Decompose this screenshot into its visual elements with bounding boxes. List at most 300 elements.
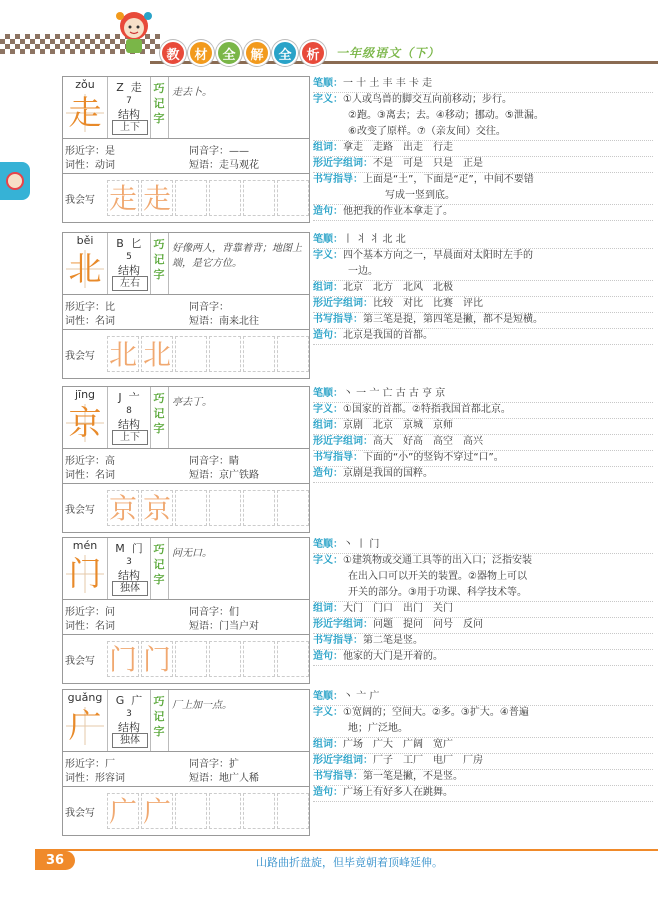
tongyin-label: 同音字： [189, 759, 229, 770]
practice-grid-empty[interactable] [175, 641, 207, 677]
ziyi-line: 地；广泛地。 [348, 723, 408, 734]
ziyi-text: ①宽阔的；空间大。②多。③扩大。④普遍 [343, 707, 529, 718]
footer-rule [35, 849, 658, 851]
cixing-value: 名词 [95, 621, 115, 632]
side-tab [0, 162, 30, 200]
xingjin [65, 298, 115, 313]
zaoju-label: 造句： [313, 206, 343, 217]
practice-grid-empty[interactable] [243, 180, 275, 216]
card-mid-row [63, 600, 309, 635]
xingjin-value: 高 [105, 456, 115, 467]
qiao-ji-zi-label [151, 237, 167, 282]
char-cell [63, 77, 108, 138]
card-top-row [63, 233, 309, 295]
ziyi-label: 字义： [313, 250, 343, 261]
ziyi-line: 在出入口可以开关的装置。②器物上可以 [348, 571, 527, 582]
zuci-line [313, 140, 453, 156]
big-character: 北 [66, 250, 104, 288]
practice-grid: 门 [142, 643, 171, 676]
ziyi-line: ②跑。③离去；去。④移动；挪动。⑤泄漏。 [348, 110, 544, 121]
page-header [0, 0, 658, 70]
qiao-char: 记 [153, 407, 165, 420]
zuci [313, 280, 653, 297]
practice-grid-empty[interactable] [277, 490, 309, 526]
big-character: 走 [66, 94, 104, 132]
card-mid-row [63, 295, 309, 330]
practice-grid-empty[interactable] [209, 490, 241, 526]
divider [168, 77, 169, 138]
xingjin-value: 厂 [105, 759, 115, 770]
card-top-row [63, 538, 309, 600]
initial-radical [108, 389, 150, 405]
practice-grid-empty[interactable] [175, 180, 207, 216]
ziyi-line [313, 705, 529, 721]
ziyi-line: 一边。 [348, 266, 378, 277]
stroke-count: 3 [126, 709, 132, 719]
radical: 匕 [130, 237, 142, 250]
cixing-label: 词性： [65, 773, 95, 784]
zaoju-text: 他把我的作业本拿走了。 [343, 206, 453, 217]
xingjin-zuci-label: 形近字组词： [313, 298, 373, 309]
structure-label: 结构 [118, 108, 140, 121]
tongyin [189, 452, 239, 467]
zaoju-line [313, 649, 443, 665]
duanyu-value: 门当户对 [219, 621, 259, 632]
shuxie-line [313, 312, 543, 328]
qiao-char: 字 [153, 725, 165, 738]
zuci-text: 大门 门口 出门 关门 [343, 603, 453, 614]
xingjin-zuci-text: 不是 可是 只是 正是 [373, 158, 483, 169]
structure-label: 结构 [118, 721, 140, 734]
practice-row [63, 787, 309, 835]
qiao-char: 巧 [153, 238, 165, 251]
character-entry [62, 76, 658, 223]
practice-grid-empty[interactable] [243, 793, 275, 829]
shuxie-line [313, 172, 534, 188]
xingjin-label: 形近字： [65, 456, 105, 467]
title-char: 解 [244, 40, 270, 66]
ziyi-label: 字义： [313, 555, 343, 566]
cixing-label: 词性： [65, 316, 95, 327]
bishun-text: 丶 丨 门 [343, 539, 380, 550]
practice-grid: 京 [108, 492, 137, 525]
xingjin-label: 形近字： [65, 607, 105, 618]
xingjin-label: 形近字： [65, 759, 105, 770]
ziyi-line [313, 553, 532, 569]
xingjin-zuci-line [313, 296, 483, 312]
cixing [65, 617, 115, 632]
practice-grid: 北 [108, 338, 137, 371]
ziyi-label: 字义： [313, 707, 343, 718]
shuxie-line: 写成一竖到底。 [385, 190, 455, 201]
qiao-char: 巧 [153, 695, 165, 708]
pinyin: zǒu [75, 78, 95, 91]
card-top-row [63, 387, 309, 449]
ziyi-text: ①人或鸟兽的脚交互向前移动；步行。 [343, 94, 512, 105]
tongyin-label: 同音字： [189, 456, 229, 467]
bishun-label: 笔顺： [313, 78, 343, 89]
zaoju [313, 649, 653, 666]
zuci-line [313, 601, 453, 617]
bishun-line [313, 232, 406, 248]
book-subtitle: 一年级语文（下） [336, 46, 441, 60]
practice-label: 我会写 [65, 505, 95, 516]
zaoju-text: 北京是我国的首都。 [343, 330, 433, 341]
practice-grid-empty[interactable] [277, 336, 309, 372]
zuci-label: 组词： [313, 420, 343, 431]
zuci-text: 拿走 走路 出走 行走 [343, 142, 453, 153]
duanyu [189, 466, 259, 481]
character-entry [62, 689, 658, 836]
shuxie [313, 450, 653, 467]
structure-value: 独体 [112, 733, 148, 748]
bishun-line [313, 386, 445, 402]
initial: Z [116, 81, 124, 94]
zaoju-text: 他家的大门是开着的。 [343, 651, 443, 662]
divider [168, 538, 169, 599]
ziyi-text: ①国家的首都。②特指我国首都北京。 [343, 404, 511, 415]
zaoju-label: 造句： [313, 787, 343, 798]
initial-radical [108, 79, 150, 95]
pinyin: jīng [74, 388, 96, 401]
zuci [313, 601, 653, 618]
qiao-ji-zi-label [151, 542, 167, 587]
qiao-char: 字 [153, 268, 165, 281]
qiao-char: 巧 [153, 392, 165, 405]
ziyi [313, 92, 653, 141]
qiao-char: 巧 [153, 543, 165, 556]
practice-grid: 走 [108, 182, 137, 215]
bishun-label: 笔顺： [313, 691, 343, 702]
xingjin-zuci [313, 753, 653, 770]
practice-grid: 广 [108, 795, 137, 828]
character-card [62, 386, 310, 533]
ziyi [313, 248, 653, 281]
zaoju-line [313, 328, 433, 344]
xingjin-zuci-text: 问题 提问 问号 反问 [373, 619, 483, 630]
duanyu-label: 短语： [189, 470, 219, 481]
bishun [313, 537, 653, 554]
zuci-line [313, 280, 453, 296]
ziyi-text: 四个基本方向之一，早晨面对太阳时左手的 [343, 250, 533, 261]
zuci [313, 418, 653, 435]
qiao-char: 记 [153, 253, 165, 266]
practice-row [63, 484, 309, 532]
shuxie [313, 633, 653, 650]
xingjin-zuci-line [313, 753, 483, 769]
big-character: 广 [66, 707, 104, 745]
stroke-count: 5 [126, 252, 132, 262]
pinyin: běi [76, 234, 94, 247]
initial: B [116, 237, 124, 250]
character-card [62, 76, 310, 223]
qiao-ji-zi-label [151, 391, 167, 436]
xingjin-label: 形近字： [65, 302, 105, 313]
char-cell [63, 538, 108, 599]
ziyi-line [313, 248, 533, 264]
zuci [313, 140, 653, 157]
structure-value: 上下 [112, 120, 148, 135]
bishun [313, 689, 653, 706]
practice-grid-empty[interactable] [175, 490, 207, 526]
zaoju-text: 京剧是我国的国粹。 [343, 468, 433, 479]
practice-grid-empty[interactable] [175, 336, 207, 372]
bishun-label: 笔顺： [313, 234, 343, 245]
ziyi-label: 字义： [313, 94, 343, 105]
pinyin: guǎng [67, 691, 103, 704]
title-char: 材 [188, 40, 214, 66]
practice-label: 我会写 [65, 351, 95, 362]
zaoju [313, 466, 653, 483]
char-cell [63, 233, 108, 294]
shuxie-label: 书写指导： [313, 452, 363, 463]
initial-radical [108, 692, 150, 708]
divider [168, 690, 169, 751]
character-details [313, 689, 658, 836]
zaoju-line [313, 785, 453, 801]
practice-grid-empty[interactable] [277, 793, 309, 829]
qiao-char: 字 [153, 422, 165, 435]
practice-grid-empty[interactable] [209, 336, 241, 372]
duanyu-label: 短语： [189, 160, 219, 171]
character-details [313, 386, 658, 533]
zaoju-line [313, 466, 433, 482]
cartoon-girl-icon [112, 6, 156, 56]
xingjin-zuci [313, 296, 653, 313]
xingjin-label: 形近字： [65, 146, 105, 157]
mnemonic: 问无口。 [172, 548, 212, 559]
mnemonic: 厂上加一点。 [172, 700, 232, 711]
ziyi [313, 705, 653, 738]
character-details [313, 232, 658, 379]
tongyin-value: 睛 [229, 456, 239, 467]
tongyin-label: 同音字： [189, 302, 229, 313]
char-info [108, 538, 151, 599]
practice-grid: 北 [142, 338, 171, 371]
duanyu [189, 156, 259, 171]
tongyin [189, 603, 239, 618]
structure-value: 独体 [112, 581, 148, 596]
zaoju [313, 785, 653, 802]
xingjin-value: 是 [105, 146, 115, 157]
shuxie-text: 第三笔是提，第四笔是撇，都不是短横。 [363, 314, 543, 325]
cixing-value: 名词 [95, 316, 115, 327]
cixing [65, 156, 115, 171]
shuxie-label: 书写指导： [313, 635, 363, 646]
footer-motto: 山路曲折盘旋，但毕竟朝着顶峰延伸。 [256, 856, 443, 869]
zuci-label: 组词： [313, 739, 343, 750]
zaoju [313, 328, 653, 345]
shuxie-label: 书写指导： [313, 314, 363, 325]
cixing-label: 词性： [65, 621, 95, 632]
xingjin-zuci-text: 高大 好高 高空 高兴 [373, 436, 483, 447]
divider [168, 387, 169, 448]
char-info [108, 233, 151, 294]
initial-radical [108, 540, 150, 556]
card-mid-row [63, 139, 309, 174]
practice-grid: 走 [142, 182, 171, 215]
book-title [160, 40, 326, 66]
zuci [313, 737, 653, 754]
practice-grid-empty[interactable] [209, 180, 241, 216]
practice-grid: 广 [142, 795, 171, 828]
zaoju-label: 造句： [313, 651, 343, 662]
practice-grid-empty[interactable] [243, 336, 275, 372]
duanyu-label: 短语： [189, 621, 219, 632]
xingjin-zuci-line [313, 617, 483, 633]
practice-grid-empty[interactable] [209, 641, 241, 677]
duanyu-value: 南来北往 [219, 316, 259, 327]
xingjin [65, 452, 115, 467]
cixing [65, 466, 115, 481]
character-details [313, 76, 658, 223]
zaoju-label: 造句： [313, 468, 343, 479]
zaoju [313, 204, 653, 221]
qiao-char: 字 [153, 112, 165, 125]
structure-value: 左右 [112, 276, 148, 291]
shuxie-line [313, 633, 423, 649]
ziyi-line: 开关的部分。③用于功课、科学技术等。 [348, 587, 527, 598]
stroke-count: 7 [126, 96, 132, 106]
duanyu [189, 312, 259, 327]
initial: J [118, 391, 122, 404]
shuxie [313, 172, 653, 205]
zaoju-label: 造句： [313, 330, 343, 341]
shuxie-text: 下面的“小”的竖钩不穿过“口”。 [363, 452, 504, 463]
bishun [313, 76, 653, 93]
card-mid-row [63, 752, 309, 787]
zaoju-line [313, 204, 453, 220]
qiao-char: 记 [153, 710, 165, 723]
page-number: 36 [35, 851, 75, 870]
initial: M [115, 542, 125, 555]
bishun-line [313, 689, 379, 705]
qiao-char: 记 [153, 558, 165, 571]
shuxie-line [313, 769, 463, 785]
bishun-line [313, 76, 432, 92]
shuxie [313, 769, 653, 786]
xingjin-zuci-text: 厂子 工厂 电厂 厂房 [373, 755, 483, 766]
zuci-label: 组词： [313, 282, 343, 293]
practice-grid-empty[interactable] [277, 180, 309, 216]
shuxie-line [313, 450, 504, 466]
xingjin-zuci [313, 156, 653, 173]
cixing [65, 769, 125, 784]
qiao-char: 字 [153, 573, 165, 586]
xingjin-zuci [313, 434, 653, 451]
radical: 亠 [128, 391, 140, 404]
initial: G [115, 694, 125, 707]
xingjin-zuci-label: 形近字组词： [313, 436, 373, 447]
bishun-text: 丶 一 亠 亡 古 古 亨 京 [343, 388, 446, 399]
card-top-row [63, 77, 309, 139]
char-info [108, 690, 151, 751]
practice-grid-empty[interactable] [175, 793, 207, 829]
qiao-ji-zi-label [151, 694, 167, 739]
practice-grid-empty[interactable] [243, 641, 275, 677]
ziyi-label: 字义： [313, 404, 343, 415]
xingjin-zuci-label: 形近字组词： [313, 619, 373, 630]
radical: 走 [130, 81, 142, 94]
duanyu-value: 地广人稀 [219, 773, 259, 784]
character-entry [62, 537, 658, 684]
ziyi-line [313, 402, 511, 418]
stroke-count: 8 [126, 406, 132, 416]
duanyu-value: 走马观花 [219, 160, 259, 171]
tongyin-value: 扩 [229, 759, 239, 770]
char-cell [63, 387, 108, 448]
card-top-row [63, 690, 309, 752]
radical: 门 [131, 542, 143, 555]
qiao-char: 巧 [153, 82, 165, 95]
bishun-label: 笔顺： [313, 388, 343, 399]
qiao-ji-zi-label [151, 81, 167, 126]
structure-label: 结构 [118, 569, 140, 582]
structure-label: 结构 [118, 418, 140, 431]
practice-grid: 门 [108, 643, 137, 676]
xingjin-zuci-label: 形近字组词： [313, 755, 373, 766]
tongyin [189, 142, 249, 157]
big-character: 门 [66, 555, 104, 593]
ziyi [313, 402, 653, 419]
practice-label: 我会写 [65, 195, 95, 206]
zuci-line [313, 737, 453, 753]
bishun [313, 232, 653, 249]
practice-grid-empty[interactable] [243, 490, 275, 526]
stroke-count: 3 [126, 557, 132, 567]
duanyu [189, 617, 259, 632]
zuci-label: 组词： [313, 603, 343, 614]
practice-grid: 京 [142, 492, 171, 525]
card-mid-row [63, 449, 309, 484]
xingjin-zuci-line [313, 434, 483, 450]
practice-row [63, 635, 309, 683]
practice-grid-empty[interactable] [277, 641, 309, 677]
bishun-line [313, 537, 379, 553]
practice-grid-empty[interactable] [209, 793, 241, 829]
cixing-value: 名词 [95, 470, 115, 481]
mnemonic: 走去卜。 [172, 87, 212, 98]
zuci-text: 北京 北方 北风 北极 [343, 282, 453, 293]
zuci-text: 京剧 北京 京城 京师 [343, 420, 453, 431]
char-cell [63, 690, 108, 751]
ziyi-line [313, 92, 512, 108]
duanyu-value: 京广铁路 [219, 470, 259, 481]
character-card [62, 689, 310, 836]
big-character: 京 [66, 404, 104, 442]
xingjin-zuci [313, 617, 653, 634]
radical: 广 [131, 694, 143, 707]
character-entry [62, 232, 658, 379]
shuxie [313, 312, 653, 329]
mascot-face-icon [6, 172, 24, 190]
tongyin-label: 同音字： [189, 146, 229, 157]
tongyin [189, 298, 229, 313]
ziyi-text: ①建筑物或交通工具等的出入口；泛指安装 [343, 555, 532, 566]
shuxie-text: 上面是“土”，下面是“疋”，中间不要错 [363, 174, 534, 185]
shuxie-text: 第一笔是撇，不是竖。 [363, 771, 463, 782]
character-card [62, 537, 310, 684]
structure-value: 上下 [112, 430, 148, 445]
bishun [313, 386, 653, 403]
cixing [65, 312, 115, 327]
character-entry [62, 386, 658, 533]
initial-radical [108, 235, 150, 251]
tongyin-label: 同音字： [189, 607, 229, 618]
shuxie-label: 书写指导： [313, 174, 363, 185]
structure-label: 结构 [118, 264, 140, 277]
ziyi-line: ⑥改变了原样。⑦（亲友间）交往。 [348, 126, 506, 137]
